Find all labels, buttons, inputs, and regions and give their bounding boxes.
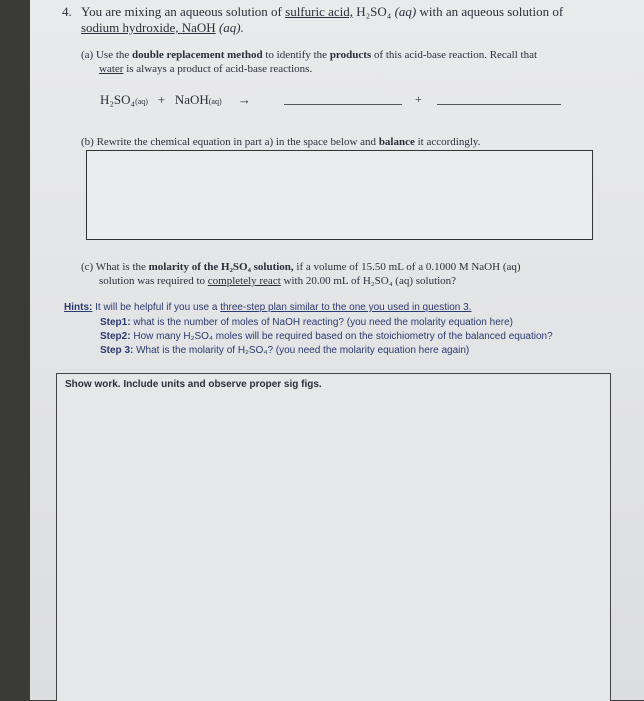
text: What is the <box>95 261 149 273</box>
part-b-text <box>81 135 480 149</box>
reaction-equation <box>100 92 251 108</box>
text: What is the molarity of H₂SO₄? (you need the molarity equation here again) <box>133 345 470 356</box>
part-c-text <box>81 260 591 288</box>
step-label: Step 3: <box>100 345 134 356</box>
part-b-label: (b) <box>81 136 94 148</box>
text: to identify the <box>262 49 330 61</box>
question-text <box>81 4 601 36</box>
product-blank-2[interactable] <box>437 104 561 105</box>
reaction-arrow: → <box>237 92 251 107</box>
underlined-text: completely react <box>207 275 281 287</box>
reactant-h2so4: H₂SO₄ <box>100 92 136 107</box>
bold-text: products <box>329 49 372 61</box>
text: of this acid-base reaction. Recall that <box>371 49 538 61</box>
reactant-state: (aq) <box>135 97 148 106</box>
question-text-part: with an aqueous solution of <box>416 4 564 19</box>
reactant-naoh: NaOH <box>174 92 209 107</box>
text: if a volume of 15.50 mL of a 0.1000 M NaOH (aq) <box>293 261 521 273</box>
show-work-box[interactable] <box>56 373 611 701</box>
part-a-label: (a) <box>81 49 94 61</box>
part-a-text <box>81 48 591 76</box>
reactant-state: (aq) <box>208 97 222 106</box>
text: what is the number of moles of NaOH reacting? (you need the molarity equation here) <box>130 317 513 328</box>
hint-step-2 <box>100 330 553 343</box>
acid-formula: H₂SO₄ <box>356 4 392 19</box>
show-work-label: Show work. Include units and observe proper sig figs. <box>65 379 322 390</box>
acid-name: sulfuric acid, <box>285 4 354 19</box>
bold-text: double replacement method <box>132 49 263 61</box>
step-label: Step2: <box>100 331 131 342</box>
base-state: (aq). <box>218 20 244 35</box>
question-text-part: You are mixing an aqueous solution of <box>81 4 286 19</box>
hints-text <box>64 301 471 314</box>
plus-sign: + <box>157 92 166 107</box>
text: How many H₂SO₄ moles will be required based on the stoichiometry of the balanced equation? <box>130 331 553 342</box>
hint-reference: three-step plan similar to the one you used in question 3. <box>220 302 472 313</box>
acid-state: (aq) <box>394 4 417 19</box>
step-label: Step1: <box>100 317 131 328</box>
text: Use the <box>95 49 133 61</box>
bold-text: molarity of the H₂SO₄ solution, <box>148 261 294 273</box>
base-name: sodium hydroxide, NaOH <box>81 20 216 35</box>
text: it accordingly. <box>414 136 481 148</box>
text: solution was required to <box>99 275 208 287</box>
water-text: water <box>99 63 124 75</box>
text: is always a product of acid-base reactions. <box>123 63 313 75</box>
bold-text: balance <box>378 136 415 148</box>
hints-label: Hints: <box>64 302 93 313</box>
text: with 20.00 mL of H₂SO₄ (aq) solution? <box>280 275 457 287</box>
hint-step-1 <box>100 316 513 329</box>
text: It will be helpful if you use a <box>92 302 221 313</box>
text: Rewrite the chemical equation in part a) in the space below and <box>96 136 379 148</box>
plus-sign: + <box>415 92 422 106</box>
question-number: 4. <box>62 4 72 19</box>
hint-step-3 <box>100 344 469 357</box>
product-blank-1[interactable] <box>284 104 402 105</box>
part-c-label: (c) <box>81 261 94 273</box>
balanced-equation-box[interactable] <box>86 150 593 240</box>
